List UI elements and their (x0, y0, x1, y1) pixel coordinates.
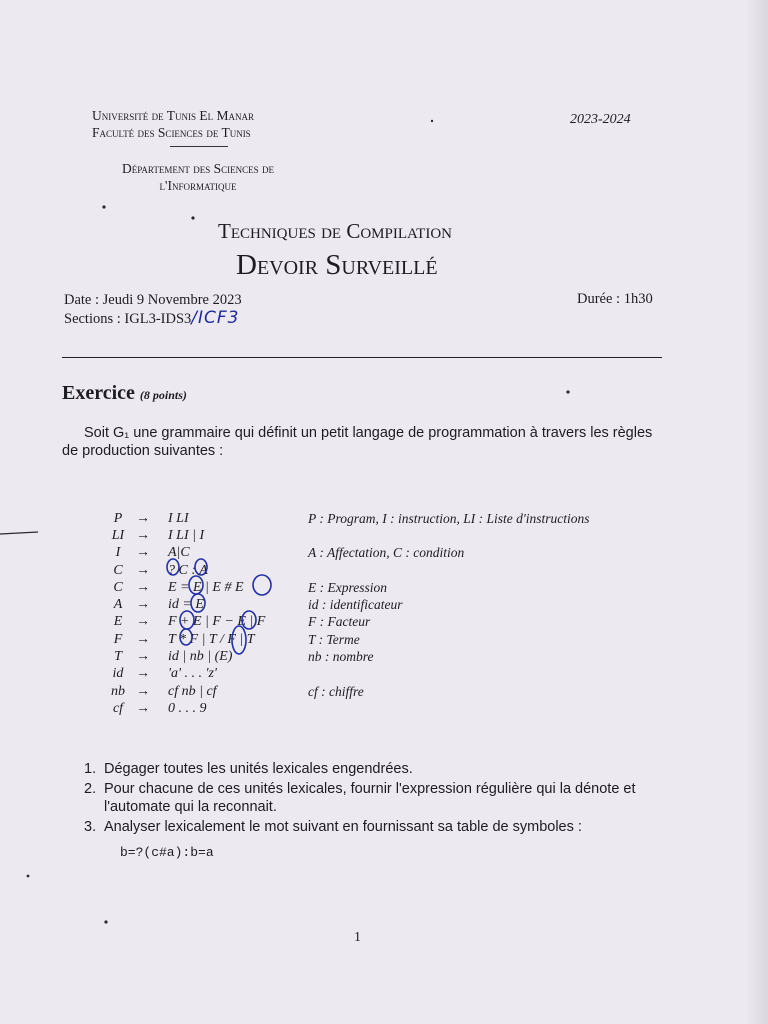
ink-speck (191, 216, 194, 219)
question-item (84, 760, 674, 778)
page-number: 1 (354, 930, 361, 945)
rule-rhs: id | nb | (E) (168, 649, 233, 665)
pen-circle (242, 611, 256, 629)
rule-lhs: T (114, 649, 122, 665)
rule-rhs: cf nb | cf (168, 683, 217, 699)
rule-arrow: → (136, 666, 150, 682)
question-number: 1. (84, 761, 97, 777)
rule-rhs: I LI (168, 510, 189, 526)
rule-arrow: → (136, 579, 150, 595)
question-text: Pour chacune de ces unités lexicales, fournir l'expression régulière qui la dénote et l'automate qui la reconnait. (104, 781, 636, 815)
rule-lhs: cf (112, 700, 124, 716)
ink-speck (104, 920, 107, 923)
department-line-2: l'Informatique (159, 178, 237, 193)
rule-arrow: → (136, 545, 150, 561)
rule-lhs: A (113, 597, 123, 613)
rule-arrow: → (136, 631, 150, 647)
question-item (84, 780, 674, 816)
rule-lhs: LI (111, 527, 125, 543)
rule-description: cf : chiffre (308, 683, 364, 699)
exercise-points: (8 points) (139, 388, 187, 402)
rule-description: nb : nombre (308, 649, 374, 665)
question-number: 3. (84, 819, 97, 835)
intro-line-1: Soit G₁ une grammaire qui définit un petit langage de programmation à travers les règles (84, 425, 653, 441)
exam-date: Date : Jeudi 9 Novembre 2023 (64, 292, 242, 308)
rule-arrow: → (136, 649, 150, 665)
pen-circle (180, 611, 194, 629)
course-title: Techniques de Compilation (218, 219, 452, 243)
rule-lhs: nb (111, 683, 125, 699)
rule-arrow: → (136, 597, 150, 613)
exam-duration: Durée : 1h30 (577, 291, 653, 307)
intro-line-2: de production suivantes : (62, 443, 224, 459)
rule-description: id : identificateur (308, 597, 403, 613)
pen-circle (189, 576, 203, 594)
question-text: Analyser lexicalement le mot suivant en fournissant sa table de symboles : (104, 819, 582, 835)
rule-arrow: → (136, 700, 150, 716)
rule-arrow: → (136, 527, 150, 543)
rule-lhs: P (113, 510, 123, 526)
rule-lhs: F (113, 631, 123, 647)
exam-title: Devoir Surveillé (236, 249, 438, 281)
ink-speck (566, 390, 569, 393)
rule-lhs: id (112, 666, 124, 682)
ink-speck (27, 875, 30, 878)
rule-description: T : Terme (308, 631, 360, 647)
rule-description: A : Affectation, C : condition (308, 545, 465, 561)
pen-circle (167, 559, 179, 575)
rule-rhs: F + E | F − E | F (168, 614, 266, 630)
rule-rhs: id = E (168, 597, 204, 613)
rule-rhs: ? C : A (168, 562, 208, 578)
academic-year: 2023-2024 (570, 112, 631, 127)
handwritten-section: /ICF3 (191, 308, 240, 328)
question-text: Dégager toutes les unités lexicales engendrées. (104, 761, 413, 777)
rule-arrow: → (136, 683, 150, 699)
pen-circle (191, 594, 205, 612)
department-line-1: Département des Sciences de (121, 161, 274, 176)
rule-rhs: 'a' . . . 'z' (168, 666, 217, 682)
rule-lhs: C (113, 562, 123, 578)
rule-lhs: C (113, 579, 123, 595)
rule-description: E : Expression (308, 579, 387, 595)
rule-description: P : Program, I : instruction, LI : Liste d'instructions (308, 510, 590, 526)
rule-lhs: E (113, 614, 123, 630)
pen-circle (180, 629, 192, 645)
rule-rhs: 0 . . . 9 (168, 700, 207, 716)
rule-description: F : Facteur (308, 614, 371, 630)
exercise-title: Exercice (62, 382, 135, 404)
question-number: 2. (84, 781, 97, 797)
university-name: Université de Tunis El Manar (92, 108, 254, 123)
question-list (84, 760, 674, 838)
rule-rhs: I LI | I (168, 527, 205, 543)
code-sample: b=?(c#a):b=a (120, 845, 214, 860)
pen-circle (253, 575, 271, 595)
exam-sections: Sections : IGL3-IDS3 (64, 311, 192, 327)
rule-arrow: → (136, 562, 150, 578)
rule-rhs: T * F | T / F | T (168, 631, 255, 647)
pen-circle (232, 626, 246, 654)
pen-circle (195, 559, 207, 575)
ink-speck (102, 205, 105, 208)
faculty-name: Faculté des Sciences de Tunis (92, 125, 251, 140)
rule-rhs: A|C (168, 545, 190, 561)
rule-rhs: E = E | E # E (168, 579, 244, 595)
pen-mark (0, 532, 38, 534)
question-item (84, 818, 674, 836)
rule-arrow: → (136, 614, 150, 630)
rule-arrow: → (136, 510, 150, 526)
ink-speck (431, 120, 433, 122)
rule-lhs: I (115, 545, 121, 561)
